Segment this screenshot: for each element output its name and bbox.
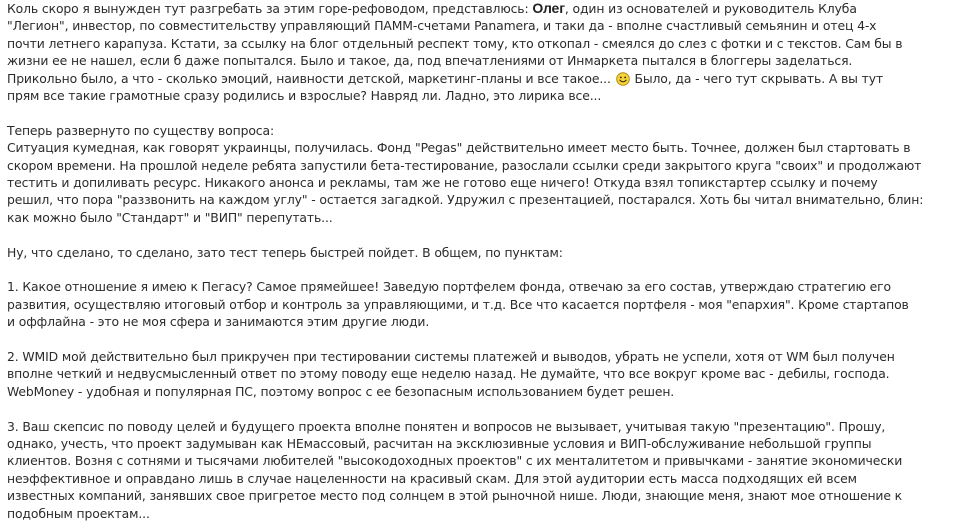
text-line: "Легион", инвестор, по совместительству управляющий ПАММ-счетами Panamera, и таки да - вполне счастливый семьянин и отец 4-х bbox=[7, 18, 877, 34]
text-line: тестить и допиливать ресурс. Никакого анонса и рекламы, там же не готово еще ничего! Откуда взял топикстартер ссылку и почему bbox=[7, 175, 878, 191]
text-line bbox=[7, 0, 966, 17]
text-line: почти летнего карапуза. Кстати, за ссылку на блог отдельный респект тому, кто откопал - смеялся до слез с фотки и с текстов. Сам бы в bbox=[7, 35, 903, 51]
text-line: как можно было "Стандарт" и "ВИП" перепутать... bbox=[7, 209, 333, 225]
text-fragment: Коль скоро я вынужден тут разгребать за этим горе-рефоводом, представлюсь: bbox=[7, 1, 533, 16]
text-line: Ну, что сделано, то сделано, зато тест теперь быстрей пойдет. В общем, по пунктам: bbox=[7, 244, 563, 260]
text-line: 1. Какое отношение я имею к Пегасу? Самое прямейшее! Заведую портфелем фонда, отвечаю за его состав, утверждаю стратегию его bbox=[7, 279, 891, 295]
point-3-paragraph bbox=[7, 418, 966, 522]
text-line: и оффлайна - это не моя сфера и занимаются этим другие люди. bbox=[7, 314, 430, 330]
text-line: прям все такие грамотные сразу родились и взрослые? Навряд ли. Ладно, это лирика все... bbox=[7, 88, 602, 104]
smiley-icon bbox=[616, 72, 630, 86]
summary-paragraph bbox=[7, 244, 966, 261]
point-2-paragraph bbox=[7, 348, 966, 400]
intro-paragraph bbox=[7, 0, 966, 104]
text-line: подобным проектам... bbox=[7, 505, 150, 521]
text-line: Теперь развернуто по существу вопроса: bbox=[7, 122, 274, 138]
author-name: Олег bbox=[532, 0, 565, 16]
text-fragment: Было, да - чего тут скрывать. А вы тут bbox=[634, 70, 884, 86]
text-line: известных компаний, занявших свое пригретое место под солнцем в этой рыночной нише. Люди, знающие меня, знают мое отношение к bbox=[7, 488, 903, 504]
text-line: однако, учесть, что проект задумыван как НЕмассовый, расчитан на эксклюзивные условия и ВИП-обслуживание небольшой группы bbox=[7, 436, 872, 452]
point-1-paragraph bbox=[7, 278, 966, 330]
text-line: неэффективное и оправдано лишь в случае нацеленности на красивый скам. Для этой аудитории есть масса подходящих ей всем bbox=[7, 470, 857, 486]
text-line: вполне четкий и недвусмысленный ответ по этому поводу еще неделю назад. Не думайте, что все вокруг кроме вас - дебилы, господа. bbox=[7, 366, 890, 382]
text-line bbox=[7, 70, 966, 87]
text-line: 2. WMID мой действительно был прикручен при тестировании системы платежей и выводов, убрать не успели, хотя от WM был получен bbox=[7, 349, 895, 365]
text-line: WebMoney - удобная и популярная ПС, поэтому вопрос с ее безопасным использованием будет решен. bbox=[7, 383, 675, 399]
text-line: 3. Ваш скепсис по поводу целей и будущего проекта вполне понятен и вопросов не вызывает, учитывая такую "презентацию". Прошу, bbox=[7, 418, 886, 434]
text-line: скором времени. На прошлой неделе ребята запустили бета-тестирование, разослали ссылки среди закрытого круга "своих" и продолжают bbox=[7, 157, 922, 173]
text-line: жизни ее не нашел, если б даже попытался. Было и такое, да, под впечатлениями от Инмаркета пытался в блоггеры заделаться. bbox=[7, 53, 853, 69]
text-fragment: Прикольно было, а что - сколько эмоций, наивности детской, маркетинг-планы и все такое... bbox=[7, 70, 611, 86]
text-line: Ситуация кумедная, как говорят украинцы, получилась. Фонд "Pegas" действительно имеет место быть. Точнее, должен был стартовать в bbox=[7, 140, 911, 156]
text-line: решил, что пора "раззвонить на каждом углу" - остается загадкой. Удружил с презентацией, постарался. Хоть бы читал внимательно, блин: bbox=[7, 192, 924, 208]
text-line: развития, осуществляю итоговый отбор и контроль за управляющими, и т.д. Все что касается портфеля - моя "епархия". Кроме стартапов bbox=[7, 296, 909, 312]
situation-paragraph bbox=[7, 122, 966, 226]
text-line: клиентов. Возня с сотнями и тысячами любителей "высокодоходных проектов" с их менталитетом и привычками - занятие экономически bbox=[7, 453, 903, 469]
text-fragment: , один из основателей и руководитель Клуба bbox=[564, 1, 857, 16]
